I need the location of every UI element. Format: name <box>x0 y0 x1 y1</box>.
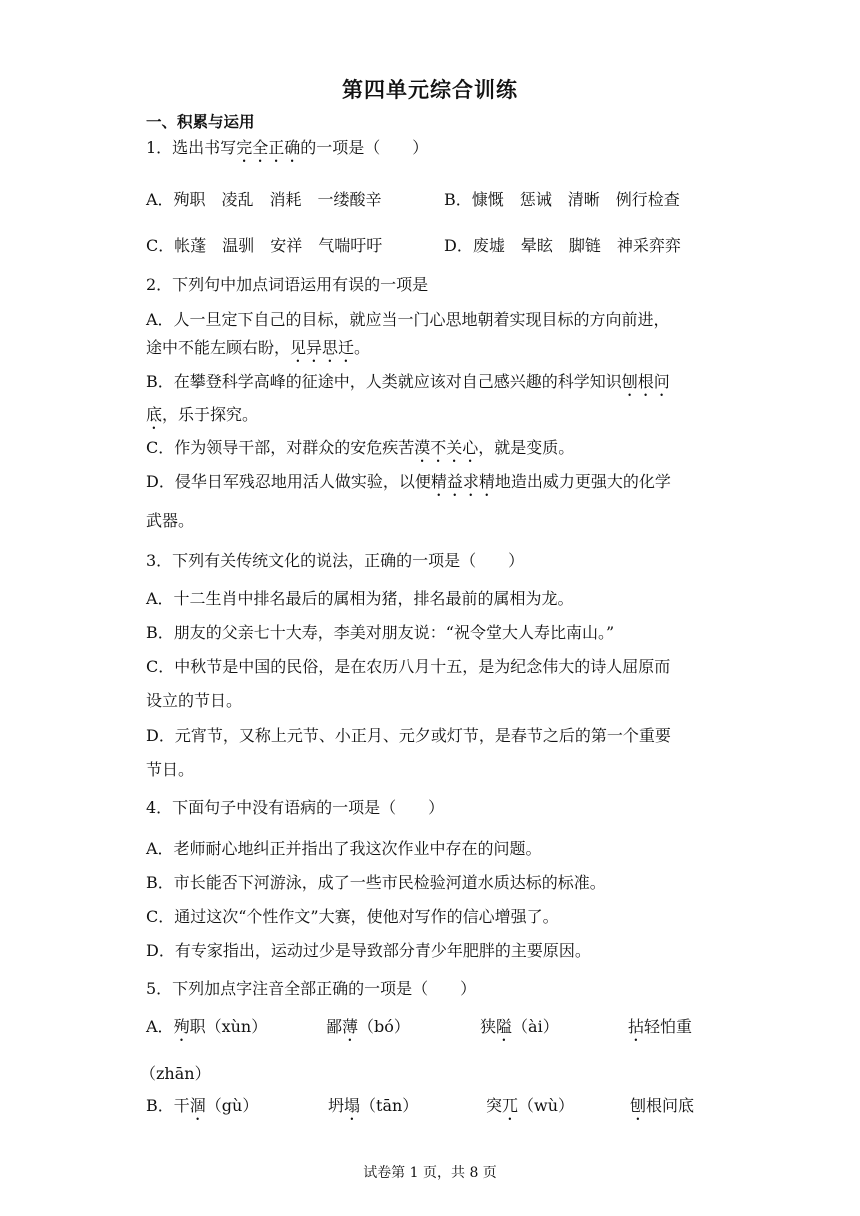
dotted-char: 刨 <box>630 1096 647 1115</box>
q5-option-a-wrap: （zhān） <box>140 1064 211 1083</box>
dotted-char: 塌 <box>344 1096 361 1115</box>
q5-option-b-item: 突兀（wù） <box>486 1096 575 1115</box>
q3-stem: 3．下列有关传统文化的说法，正确的一项是（ ） <box>146 551 525 570</box>
q2-option-d-line2: 武器。 <box>146 511 195 530</box>
q4-option-a: A．老师耐心地纠正并指出了我这次作业中存在的问题。 <box>146 839 542 858</box>
dotted-char: 涸 <box>189 1096 206 1115</box>
dotted-text: 见异思迁 <box>290 338 355 357</box>
q2-option-a-line1: A．人一旦定下自己的目标，就应当一门心思地朝着实现目标的方向前进， <box>146 310 670 329</box>
q4-stem: 4．下面句子中没有语病的一项是（ ） <box>146 798 445 817</box>
q3-option-c-line1: C．中秋节是中国的民俗，是在农历八月十五，是为纪念伟大的诗人屈原而 <box>146 657 671 676</box>
q5-option-a-item: A．殉职（xùn） <box>146 1017 268 1036</box>
dotted-text: 底 <box>146 405 163 424</box>
q3-option-c-line2: 设立的节日。 <box>146 691 243 710</box>
q2-option-c: C．作为领导干部，对群众的安危疾苦漠不关心，就是变质。 <box>146 438 575 457</box>
q2-option-a-line2: 途中不能左顾右盼，见异思迁。 <box>146 338 371 357</box>
q4-option-b: B．市长能否下河游泳，成了一些市民检验河道水质达标的标准。 <box>146 873 606 892</box>
page-title: 第四单元综合训练 <box>342 78 518 102</box>
q1-option-a: A．殉职 凌乱 消耗 一缕酸辛 <box>146 190 382 209</box>
q5-option-b-item: B．干涸（gù） <box>146 1096 259 1115</box>
q2-option-b-line2: 底，乐于探究。 <box>146 405 259 424</box>
q3-option-a: A．十二生肖中排名最后的属相为猪，排名最前的属相为龙。 <box>146 589 574 608</box>
q5-option-b-item: 刨根问底 <box>630 1096 695 1115</box>
dotted-char: 拈 <box>628 1017 645 1036</box>
section-heading: 一、积累与运用 <box>146 113 255 131</box>
dotted-text: 漠不关心 <box>414 438 479 457</box>
q1-option-b: B．慷慨 惩诫 清晰 例行检查 <box>444 190 680 209</box>
dotted-char: 殉 <box>173 1017 190 1036</box>
q5-option-a-item: 狭隘（ài） <box>480 1017 559 1036</box>
q2-option-d-line1: D．侵华日军残忍地用活人做实验，以便精益求精地造出威力更强大的化学 <box>146 472 671 491</box>
dotted-char: 隘 <box>496 1017 513 1036</box>
q1-option-d: D．废墟 晕眩 脚链 神采弈弈 <box>444 236 681 255</box>
dotted-text: 精益求精 <box>430 472 495 491</box>
q3-option-d-line1: D．元宵节，又称上元节、小正月、元夕或灯节，是春节之后的第一个重要 <box>146 726 671 745</box>
q4-option-c: C．通过这次“个性作文”大赛，使他对写作的信心增强了。 <box>146 907 559 926</box>
q5-option-b-item: 坍塌（tān） <box>328 1096 419 1115</box>
q5-option-a-item: 鄙薄（bó） <box>326 1017 410 1036</box>
q5-option-a-item: 拈轻怕重 <box>628 1017 693 1036</box>
page-footer: 试卷第 1 页，共 8 页 <box>363 1165 497 1181</box>
q1-stem: 1．选出书写完全正确的一项是（ ） <box>146 138 429 157</box>
dotted-text: 完全正确 <box>236 138 301 157</box>
dotted-text: 刨根问 <box>621 372 670 391</box>
dotted-char: 兀 <box>502 1096 519 1115</box>
dotted-char: 薄 <box>342 1017 359 1036</box>
q5-stem: 5．下列加点字注音全部正确的一项是（ ） <box>146 979 477 998</box>
q3-option-b: B．朋友的父亲七十大寿，李美对朋友说：“祝令堂大人寿比南山。” <box>146 623 615 642</box>
q2-stem: 2．下列句中加点词语运用有误的一项是 <box>146 275 429 294</box>
q1-option-c: C．帐蓬 温驯 安祥 气喘吁吁 <box>146 236 383 255</box>
q4-option-d: D．有专家指出，运动过少是导致部分青少年肥胖的主要原因。 <box>146 941 591 960</box>
q3-option-d-line2: 节日。 <box>146 760 195 779</box>
q2-option-b-line1: B．在攀登科学高峰的征途中，人类就应该对自己感兴趣的科学知识刨根问 <box>146 372 670 391</box>
